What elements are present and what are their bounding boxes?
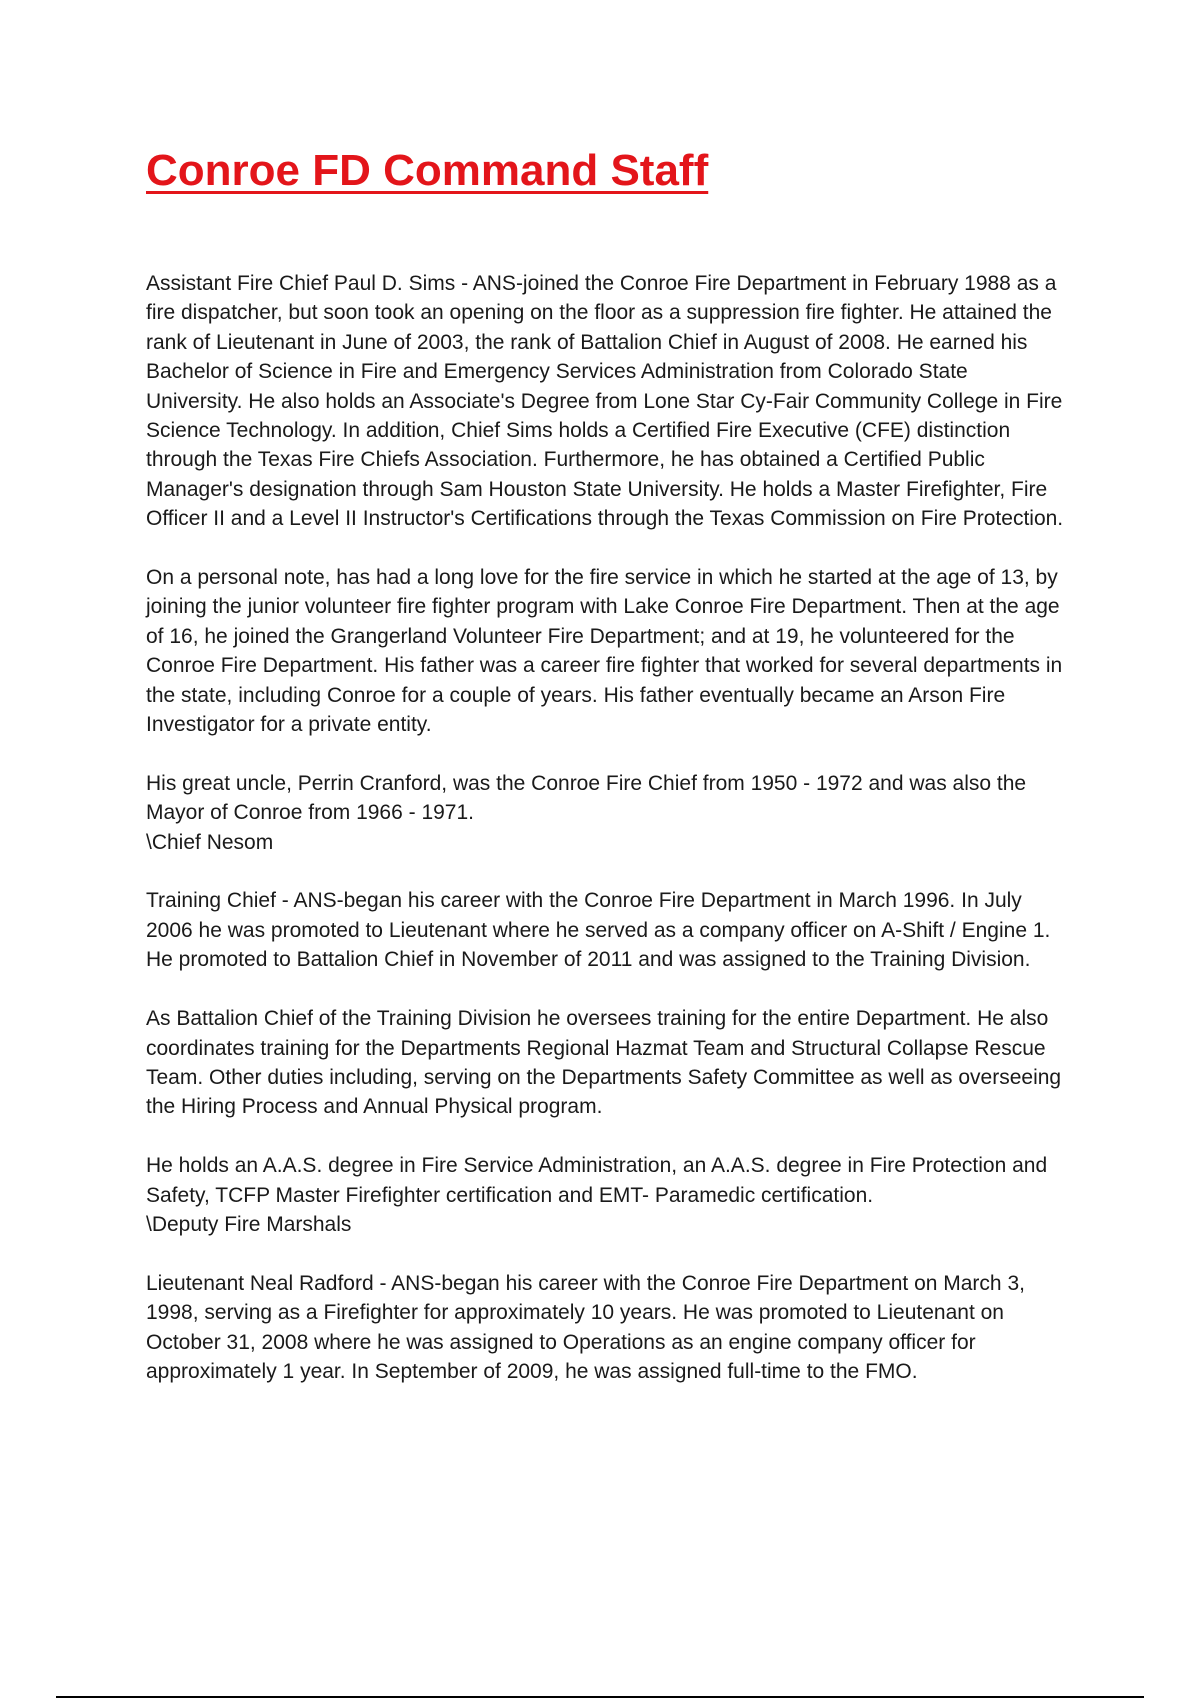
paragraph-sims-uncle: His great uncle, Perrin Cranford, was the Conroe Fire Chief from 1950 - 1972 and was also the Mayor of Conroe from 1966 - 1971. xyxy=(146,771,1027,825)
section-label-chief-nesom: \Chief Nesom xyxy=(146,830,274,854)
page-title: Conroe FD Command Staff xyxy=(146,146,709,195)
paragraph-training-chief: Training Chief - ANS-began his career with the Conroe Fire Department in March 1996. In July 2006 he was promoted to Lieutenant where he served as a company officer on A-Shift / Engine 1. He promoted to Battalion Chief in November of 2011 and was assigned to the Training Division. xyxy=(146,889,1051,972)
section-label-deputy-fire-marshals: \Deputy Fire Marshals xyxy=(146,1212,352,1236)
paragraph-sims-bio: Assistant Fire Chief Paul D. Sims - ANS-joined the Conroe Fire Department in February 1988 as a fire dispatcher, but soon took an opening on the floor as a suppression fire fighter. He attained the rank of Lieutenant in June of 2003, the rank of Battalion Chief in August of 2008. He earned his Bachelor of Science in Fire and Emergency Services Administration from Colorado State University. He also holds an Associate's Degree from Lone Star Cy-Fair Community College in Fire Science Technology. In addition, Chief Sims holds a Certified Fire Executive (CFE) distinction through the Texas Fire Chiefs Association. Furthermore, he has obtained a Certified Public Manager's designation through Sam Houston State University. He holds a Master Firefighter, Fire Officer II and a Level II Instructor's Certifications through the Texas Commission on Fire Protection. xyxy=(146,272,1064,531)
paragraph-sims-personal: On a personal note, has had a long love for the fire service in which he started at the age of 13, by joining the junior volunteer fire fighter program with Lake Conroe Fire Department. Then at the age of 16, he joined the Grangerland Volunteer Fire Department; and at 19, he volunteered for the Conroe Fire Department. His father was a career fire fighter that worked for several departments in the state, including Conroe for a couple of years. His father eventually became an Arson Fire Investigator for a private entity. xyxy=(146,566,1063,737)
paragraph-radford-bio: Lieutenant Neal Radford - ANS-began his career with the Conroe Fire Department on March 3, 1998, serving as a Firefighter for approximately 10 years. He was promoted to Lieutenant on October 31, 2008 where he was assigned to Operations as an engine company officer for approximately 1 year. In September of 2009, he was assigned full-time to the FMO. xyxy=(146,1271,1025,1383)
paragraph-training-degrees: He holds an A.A.S. degree in Fire Service Administration, an A.A.S. degree in Fire Protection and Safety, TCFP Master Firefighter certification and EMT- Paramedic certification. xyxy=(146,1154,1048,1207)
footer-divider xyxy=(56,1696,1144,1698)
document-body xyxy=(146,269,1066,1416)
paragraph-training-duties: As Battalion Chief of the Training Division he oversees training for the entire Department. He also coordinates training for the Departments Regional Hazmat Team and Structural Collapse Rescue Team. Other duties including, serving on the Departments Safety Committee as well as overseeing the Hiring Process and Annual Physical program. xyxy=(146,1007,1062,1119)
